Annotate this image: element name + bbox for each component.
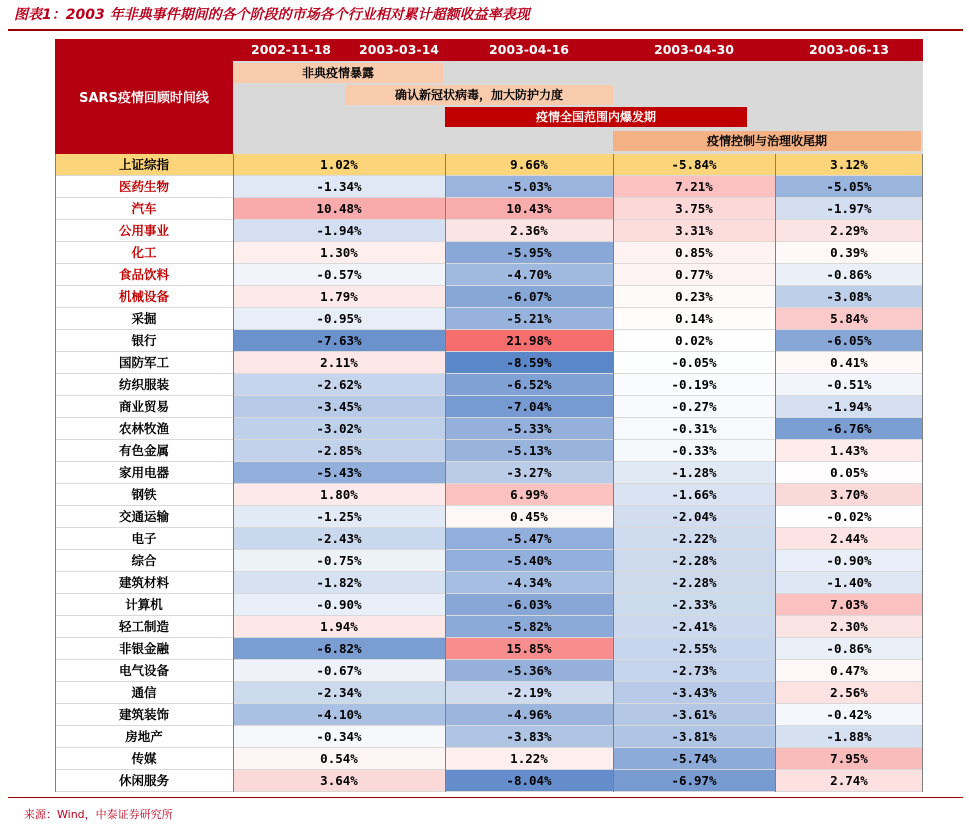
value-cell: -0.05% [613,352,775,373]
phase-label-1: 非典疫情暴露 [301,66,374,80]
sector-row [55,264,923,286]
value-cell: -1.88% [775,726,923,747]
sector-row [55,396,923,418]
row-label: 家用电器 [118,465,169,480]
phase-bar-3 [445,107,747,127]
row-label: 采掘 [131,311,157,326]
sector-row [55,682,923,704]
value-cell: -6.76% [775,418,923,439]
value-cell: -7.04% [445,396,613,417]
value-cell: 1.30% [233,242,445,263]
sector-row [55,418,923,440]
value-cell: -1.82% [233,572,445,593]
value-cell: -5.05% [775,176,923,197]
value-cell: 0.39% [775,242,923,263]
value-cell: -4.96% [445,704,613,725]
value-cell: -1.97% [775,198,923,219]
value-cell: 2.44% [775,528,923,549]
sector-row [55,440,923,462]
row-label: 房地产 [125,729,163,744]
row-label: 电气设备 [118,663,169,678]
value-cell: -3.02% [233,418,445,439]
column-header-date-5: 2003-06-13 [809,42,889,57]
value-cell: -0.67% [233,660,445,681]
value-cell: -8.59% [445,352,613,373]
row-label: 纺织服装 [118,377,169,392]
value-cell: 1.94% [233,616,445,637]
value-cell: -3.08% [775,286,923,307]
value-cell: -1.28% [613,462,775,483]
row-label: 银行 [131,333,157,348]
sector-row [55,726,923,748]
value-cell: 7.95% [775,748,923,769]
source-note: 来源：Wind，中泰证券研究所 [24,808,173,821]
phase-bar-1 [233,63,443,83]
row-label: 轻工制造 [118,619,169,634]
sector-row [55,374,923,396]
value-cell: -2.55% [613,638,775,659]
row-label: 计算机 [125,597,163,612]
value-cell: -0.51% [775,374,923,395]
bottom-rule [8,797,963,798]
row-label: 建筑装饰 [118,707,169,722]
value-cell: -3.45% [233,396,445,417]
column-header-date-2: 2003-03-14 [359,42,439,57]
value-cell: -6.97% [613,770,775,791]
row-label: 化工 [131,245,157,260]
sector-row [55,176,923,198]
value-cell: -5.84% [671,157,717,172]
sector-row [55,704,923,726]
value-cell: 7.21% [613,176,775,197]
value-cell: -2.19% [445,682,613,703]
value-cell: -6.03% [445,594,613,615]
row-label: 非银金融 [118,641,169,656]
value-cell: -0.95% [233,308,445,329]
value-cell: -0.75% [233,550,445,571]
row-label: 综合 [131,553,157,568]
value-cell: 1.79% [233,286,445,307]
value-cell: -0.27% [613,396,775,417]
sector-row [55,550,923,572]
column-header-date-4: 2003-04-30 [654,42,734,57]
value-cell: 5.84% [775,308,923,329]
sector-row [55,242,923,264]
value-cell: -2.33% [613,594,775,615]
value-cell: -0.31% [613,418,775,439]
column-divider [445,154,446,792]
value-cell: -5.13% [445,440,613,461]
value-cell: -5.21% [445,308,613,329]
phase-label-3: 疫情全国范围内爆发期 [535,110,656,124]
value-cell: -2.62% [233,374,445,395]
value-cell: -0.33% [613,440,775,461]
value-cell: 0.05% [775,462,923,483]
sector-row [55,198,923,220]
sars-timeline-label: SARS疫情回顾时间线 [79,91,209,106]
column-divider [613,154,614,792]
value-cell: -3.81% [613,726,775,747]
value-cell: -6.05% [775,330,923,351]
value-cell: 0.41% [775,352,923,373]
value-cell: 1.80% [233,484,445,505]
sector-row [55,594,923,616]
value-cell: 0.14% [613,308,775,329]
value-cell: -7.63% [233,330,445,351]
sector-row [55,748,923,770]
row-label: 公用事业 [118,223,169,238]
value-cell: -1.94% [233,220,445,241]
phase-bar-2 [345,85,613,105]
value-cell: 21.98% [445,330,613,351]
value-cell: -1.66% [613,484,775,505]
value-cell: -8.04% [445,770,613,791]
value-cell: 3.31% [613,220,775,241]
row-label: 有色金属 [118,443,169,458]
row-label: 医药生物 [118,179,169,194]
value-cell: 0.47% [775,660,923,681]
value-cell: 2.30% [775,616,923,637]
table-header-row [55,39,923,61]
value-cell: 0.23% [613,286,775,307]
value-cell: -1.40% [775,572,923,593]
value-cell: -1.25% [233,506,445,527]
column-divider [775,154,776,792]
value-cell: 0.77% [613,264,775,285]
sector-row [55,330,923,352]
value-cell: -1.94% [775,396,923,417]
value-cell: 15.85% [445,638,613,659]
value-cell: 0.45% [445,506,613,527]
value-cell: -4.70% [445,264,613,285]
sars-timeline-label-cell [55,61,233,154]
value-cell: -6.52% [445,374,613,395]
value-cell: -5.74% [613,748,775,769]
sector-row [55,528,923,550]
row-label: 机械设备 [118,289,169,304]
sector-row [55,352,923,374]
value-cell: -2.28% [613,572,775,593]
value-cell: -6.07% [445,286,613,307]
sector-row [55,506,923,528]
row-label: 电子 [131,531,157,546]
table-left-border [55,154,56,792]
sars-timeline-block [55,61,923,154]
value-cell: -0.86% [775,638,923,659]
value-cell: 0.54% [233,748,445,769]
value-cell: -5.40% [445,550,613,571]
value-cell: 0.85% [613,242,775,263]
row-label: 食品饮料 [118,267,169,282]
phase-bar-4 [613,131,921,151]
figure-title: 图表1：2003 年非典事件期间的各个阶段的市场各个行业相对累计超额收益率表现 [14,7,530,23]
value-cell: 3.64% [233,770,445,791]
sector-row [55,484,923,506]
sector-row [55,572,923,594]
row-label: 上证综指 [118,157,169,172]
sector-row [55,286,923,308]
value-cell: -0.57% [233,264,445,285]
row-label: 通信 [131,685,157,700]
row-label: 农林牧渔 [118,421,169,436]
sector-row [55,462,923,484]
value-cell: -2.85% [233,440,445,461]
row-label: 交通运输 [118,509,169,524]
value-cell: -2.22% [613,528,775,549]
value-cell: -1.34% [233,176,445,197]
value-cell: 2.11% [233,352,445,373]
value-cell: -5.36% [445,660,613,681]
column-header-date-3: 2003-04-16 [489,42,569,57]
value-cell: -5.95% [445,242,613,263]
value-cell: 3.70% [775,484,923,505]
value-cell: 2.56% [775,682,923,703]
value-cell: 3.75% [613,198,775,219]
value-cell: -0.34% [233,726,445,747]
value-cell: 0.02% [613,330,775,351]
row-label: 钢铁 [131,487,157,502]
row-label: 传媒 [131,751,157,766]
row-label: 建筑材料 [118,575,169,590]
value-cell: 1.02% [320,157,358,172]
value-cell: 1.43% [775,440,923,461]
value-cell: 6.99% [445,484,613,505]
value-cell: -6.82% [233,638,445,659]
value-cell: -0.90% [775,550,923,571]
table-right-border [922,154,923,792]
value-cell: -5.47% [445,528,613,549]
value-cell: -2.28% [613,550,775,571]
value-cell: -5.33% [445,418,613,439]
sector-row [55,660,923,682]
sector-row [55,638,923,660]
phase-label-2: 确认新冠状病毒，加大防护力度 [394,88,563,102]
value-cell: 10.43% [445,198,613,219]
sector-row [55,616,923,638]
column-header-date-1: 2002-11-18 [251,42,331,57]
value-cell: -2.43% [233,528,445,549]
value-cell: -3.61% [613,704,775,725]
value-cell: 2.74% [775,770,923,791]
value-cell: -2.34% [233,682,445,703]
value-cell: -3.43% [613,682,775,703]
row-label: 商业贸易 [118,399,169,414]
value-cell: -0.90% [233,594,445,615]
value-cell: -5.03% [445,176,613,197]
value-cell: -0.86% [775,264,923,285]
sector-row [55,220,923,242]
index-row [55,154,923,176]
value-cell: -0.19% [613,374,775,395]
sector-row [55,770,923,792]
value-cell: -4.10% [233,704,445,725]
row-label: 国防军工 [118,355,169,370]
column-divider [233,154,234,792]
value-cell: 3.12% [830,157,868,172]
value-cell: 7.03% [775,594,923,615]
value-cell: 2.36% [445,220,613,241]
sector-row [55,308,923,330]
value-cell: 1.22% [445,748,613,769]
value-cell: -2.04% [613,506,775,527]
value-cell: -2.73% [613,660,775,681]
value-cell: -3.83% [445,726,613,747]
value-cell: -2.41% [613,616,775,637]
row-label: 汽车 [131,201,157,216]
value-cell: -4.34% [445,572,613,593]
row-label: 休闲服务 [118,773,169,788]
value-cell: -5.43% [233,462,445,483]
phase-label-4: 疫情控制与治理收尾期 [706,134,827,148]
value-cell: -3.27% [445,462,613,483]
value-cell: 10.48% [233,198,445,219]
value-cell: -5.82% [445,616,613,637]
value-cell: -0.02% [775,506,923,527]
value-cell: 2.29% [775,220,923,241]
value-cell: -0.42% [775,704,923,725]
title-rule [8,29,963,31]
value-cell: 9.66% [510,157,548,172]
